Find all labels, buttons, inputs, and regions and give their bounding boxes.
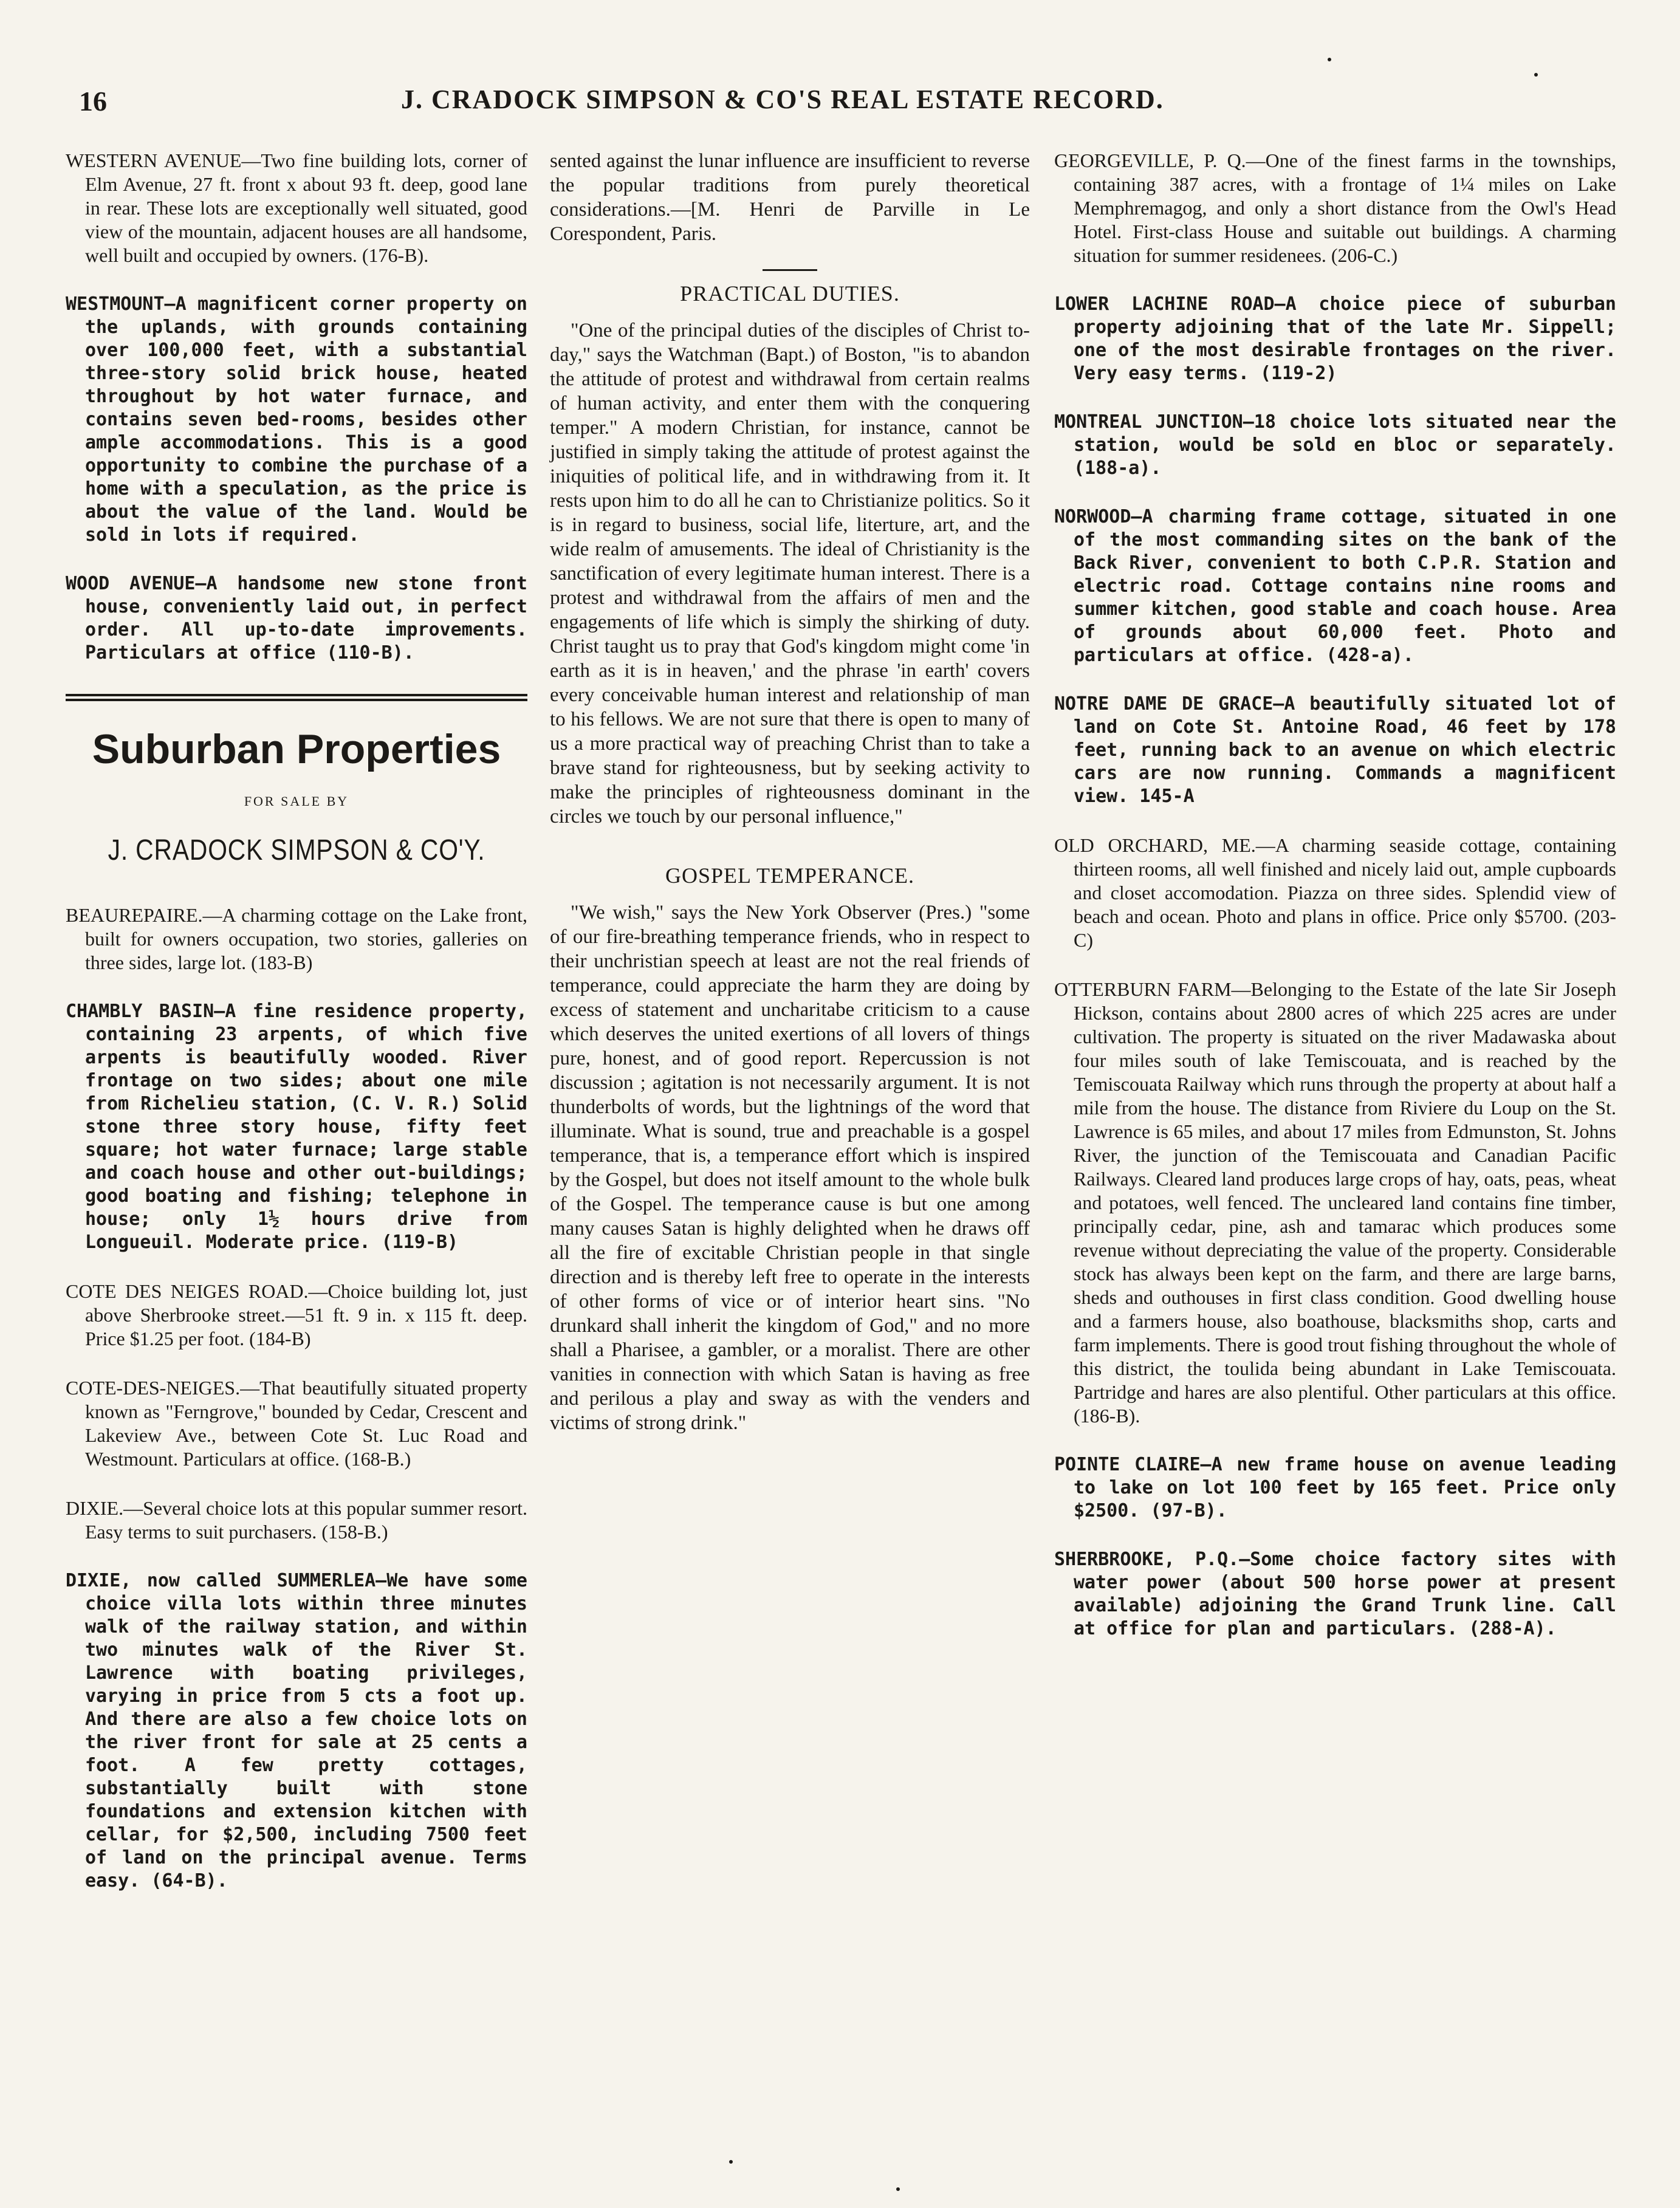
column-left [66,149,527,1918]
listing-norwood: NORWOOD—A charming frame cottage, situated in one of the most commanding sites on the bank of the Back River, convenient to both C.P.R. Station and electric road. Cottage contains nine rooms and summer kitchen, good stable and coach house. Area of grounds about 60,000 feet. Photo and particulars at office. (428-a). [1054,506,1616,666]
listing-notre-dame-de-grace: NOTRE DAME DE GRACE—A beautifully situated lot of land on Cote St. Antoine Road, 46 feet by 178 feet, running back to an avenue on which electric cars are now running. Commands a magnificent view. 145-A [1054,693,1616,807]
listing-cote-des-neiges-road: COTE DES NEIGES ROAD.—Choice building lot, just above Sherbrooke street.—51 ft. 9 in. x 115 ft. deep. Price $1.25 per foot. (184-B) [66,1280,527,1349]
scan-speck [896,2187,900,2191]
article-intro: sented against the lunar influence are insufficient to reverse the popular traditions from purely theoretical considerations.—[M. Henri de Parville in Le Corespondent, Paris. [550,150,1030,245]
article-practical-duties-text: "One of the principal duties of the disciples of Christ to-day," says the Watchman (Bapt.) of Boston, "is to abandon the attitude of protest and withdrawal from certain realms of human activity, and enter them with the conquering temper." A modern Christian, for instance, cannot be justified in simply taking the attitude of protest against the iniquities of political life, and in withdrawing from it. It rests upon him to do all he can to Christianize politics. So it is in regard to business, social life, literture, art, and the wide realm of amusements. The ideal of Christianity is the sanctification of every legitimate human interest. There is a protest and withdrawal from the affairs of men and the engagements of life which is simply the shirking of duty. Christ taught us to pray that God's kingdom might come 'in earth as it is in heaven,' and the phrase 'in earth' covers every conceivable human interest and relationship of man to his fellows. We are not sure that there is open to many of us a more practical way of preaching Christ than to take a brave stand for righteousness, but by seeking activity to make the principles of righteousness dominant in the circles we touch by our personal influence," [550,320,1030,828]
firm-name: J. CRADOCK SIMPSON & CO'Y. [108,834,485,866]
section-divider [66,694,527,701]
listing-montreal-junction: MONTREAL JUNCTION—18 choice lots situated near the station, would be sold en bloc or separately. (188-a). [1054,411,1616,479]
column-right [1054,149,1616,1666]
page-header: J. CRADOCK SIMPSON & CO'S REAL ESTATE RECORD. [401,84,1164,114]
for-sale-by: FOR SALE BY [244,794,349,809]
listing-chambly-basin: CHAMBLY BASIN—A fine residence property, containing 23 arpents, of which five arpents is beautifully wooded. River frontage on two sides; about one mile from Richelieu station, (C. V. R.) Solid stone three story house, fifty feet square; hot water furnace; large stable and coach house and other out-buildings; good boating and fishing; telephone in house; only 1½ hours drive from Longueuil. Moderate price. (119-B) [66,1001,527,1253]
listing-westmount: WESTMOUNT—A magnificent corner property on the uplands, with grounds containing over 100,000 feet, with a substantial three-story solid brick house, heated throughout by hot water furnace, and contains seven bed-rooms, besides other ample accommodations. This is a good opportunity to combine the purchase of a home with a speculation, as the price is about the value of the land. Would be sold in lots if required. [66,293,527,546]
listing-lower-lachine-road: LOWER LACHINE ROAD—A choice piece of suburban property adjoining that of the late Mr. Sippell; one of the most desirable frontages on the river. Very easy terms. (119-2) [1054,293,1616,384]
article-title-gospel-temperance: GOSPEL TEMPERANCE. [665,863,915,888]
listing-pointe-claire: POINTE CLAIRE—A new frame house on avenue leading to lake on lot 100 feet by 165 feet. Price only $2500. (97-B). [1054,1454,1616,1521]
article-title-practical-duties: PRACTICAL DUTIES. [680,281,900,306]
listing-sherbrooke: SHERBROOKE, P.Q.—Some choice factory sites with water power (about 500 horse power at present available) adjoining the Grand Trunk line. Call at office for plan and particulars. (288-A). [1054,1549,1616,1639]
listing-otterburn-farm: OTTERBURN FARM—Belonging to the Estate of the late Sir Joseph Hickson, contains about 2800 acres of which 225 acres are under cultivation. The property is situated on the river Madawaska about four miles south of lake Temiscouata, and is reached by the Temiscouata Railway which runs through the property at about half a mile from the house. The distance from Riviere du Loup on the St. Lawrence is 65 miles, and about 17 miles from Edmunston, St. Johns River, the junction of the Temiscouata and Canadian Pacific Railways. Cleared land produces large crops of hay, oats, peas, wheat and potatoes, well fenced. The uncleared land contains fine timber, principally cedar, pine, ash and tamarac which produces some revenue without depreciating the value of the property. Considerable stock has always been kept on the farm, and there are large barns, sheds and outhouses in first class condition. Good dwelling house and a farmers house, also boathouse, blacksmiths shop, carts and farm implements. There is good trout fishing throughout the whole of this district, the toulida being abundant in Lake Temiscouata. Partridge and hares are also plentiful. Other particulars at this office. (186-B). [1054,978,1616,1427]
listing-dixie-summerlea: DIXIE, now called SUMMERLEA—We have some choice villa lots within three minutes walk of the railway station, and within two minutes walk of the River St. Lawrence with boating privileges, varying in price from 5 cts a foot up. And there are also a few choice lots on the river front for sale at 25 cents a foot. A few pretty cottages, substantially built with stone foundations and extension kitchen with cellar, for $2,500, including 7500 feet of land on the principal avenue. Terms easy. (64-B). [66,1570,527,1891]
listing-georgeville: GEORGEVILLE, P. Q.—One of the finest farms in the townships, containing 387 acres, with a frontage of 1¼ miles on Lake Memphremagog, and only a short distance from the Owl's Head Hotel. First-class House and suitable out buildings. A charming situation for summer residenees. (206-C.) [1054,149,1616,266]
scan-speck [1328,58,1331,61]
page-number: 16 [79,86,107,117]
listing-dixie: DIXIE.—Several choice lots at this popular summer resort. Easy terms to suit purchasers. (158-B.) [66,1497,527,1543]
column-middle [550,149,1030,1435]
section-title-suburban: Suburban Properties [92,726,501,772]
listing-beaurepaire: BEAUREPAIRE.—A charming cottage on the Lake front, built for owners occupation, two stories, galleries on three sides, large lot. (183-B) [66,904,527,973]
listing-old-orchard: OLD ORCHARD, ME.—A charming seaside cottage, containing thirteen rooms, all well finished and nicely laid out, ample cupboards and closet accomodation. Piazza on three sides. Splendid view of beach and ocean. Photo and plans in office. Price only $5700. (203-C) [1054,834,1616,951]
listing-cote-des-neiges: COTE-DES-NEIGES.—That beautifully situated property known as "Ferngrove," bounded by Cedar, Crescent and Lakeview Ave., between Cote St. Luc Road and Westmount. Particulars at office. (168-B.) [66,1377,527,1470]
scan-speck [1534,73,1538,77]
listing-wood-avenue: WOOD AVENUE—A handsome new stone front house, conveniently laid out, in perfect order. All up-to-date improvements. Particulars at office (110-B). [66,573,527,663]
scan-speck [729,2160,733,2164]
listing-western-avenue: WESTERN AVENUE—Two fine building lots, corner of Elm Avenue, 27 ft. front x about 93 ft. deep, good lane in rear. These lots are exceptionally well situated, good view of the mountain, adjacent houses are all handsome, well built and occupied by owners. (176-B). [66,149,527,266]
article-rule [763,269,817,271]
article-gospel-temperance-text: "We wish," says the New York Observer (Pres.) "some of our fire-breathing temperance friends, who in respect to their unchristian speech at least are not the real friends of temperance, could appreciate the harm they are doing by excess of statement and uncharitabe criticism to a cause which deserves the united exertions of all lovers of things pure, honest, and of good report. Repercussion is not discussion ; agitation is not necessarily argument. It is not thunderbolts of words, but the lightnings of the word that illuminate. What is sound, true and preachable is a gospel temperance, that is, a temperance effort which is inspired by the Gospel, but does not itself amount to the whole bulk of the Gospel. The temperance cause is but one among many causes Satan is highly delighted when he draws off all the fire of excitable Christian people in that single direction and is thereby left free to operate in the interests of other forms of vice or of interior heart sins. "No drunkard shall inherit the kingdom of God," and no more shall a Pharisee, a gambler, or a moralist. There are other vanities in connection with which Satan is having as free and perilous a play and sway as with the venders and victims of strong drink." [550,902,1030,1434]
